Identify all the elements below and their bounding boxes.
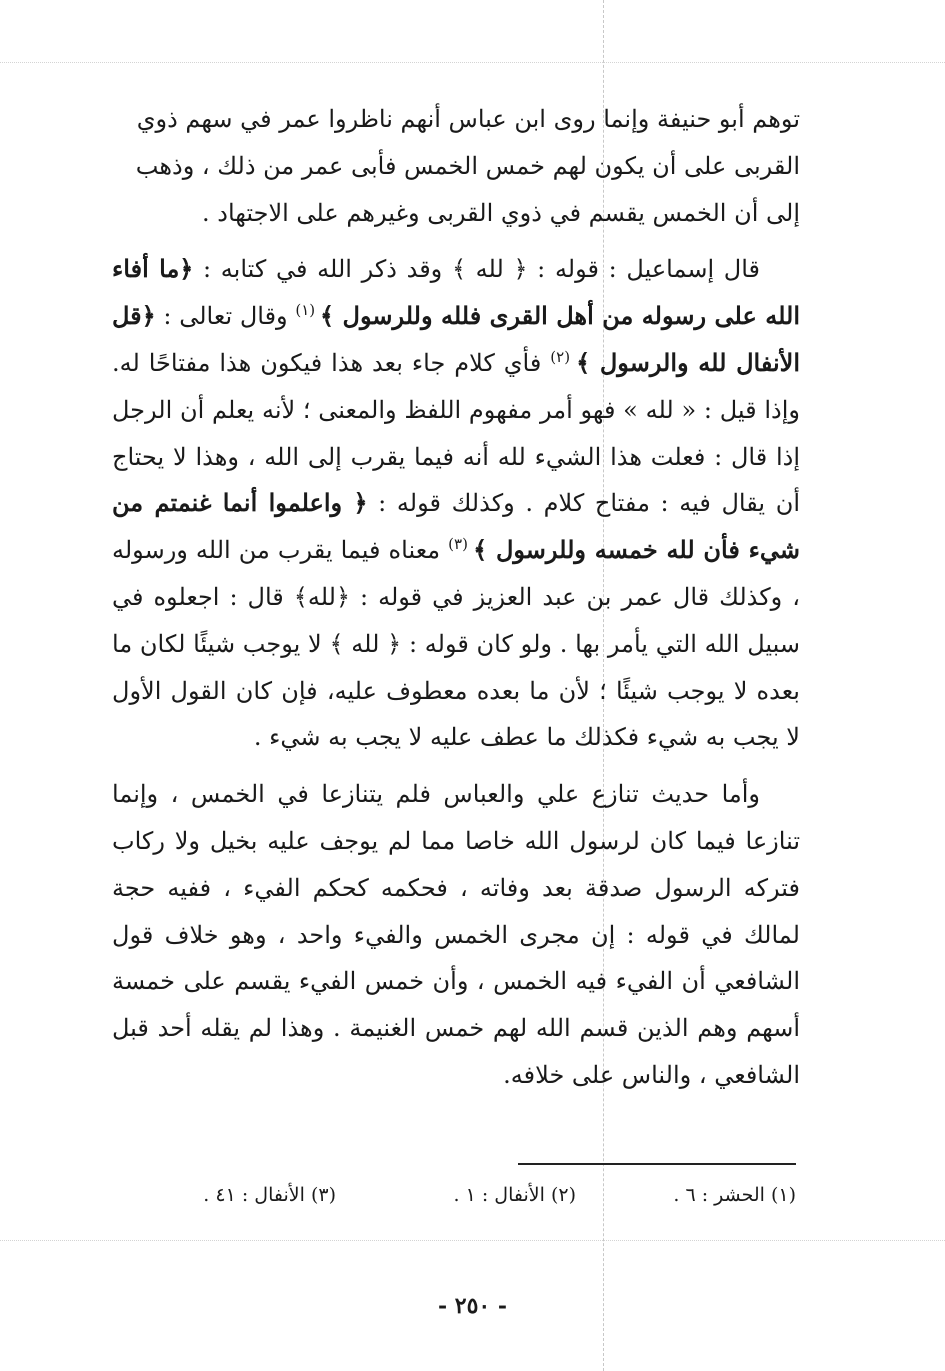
paragraph-1: [112, 96, 800, 236]
footnote-ref: (٣): [448, 535, 474, 554]
scan-guide-line: [0, 62, 945, 63]
quran-verse: ﴿ما أفاء الله على رسوله من أهل القرى فلله وللرسول ﴾: [112, 254, 800, 331]
footnote-ref: (٢): [550, 347, 577, 366]
text-segment: معناه فيما يقرب من الله ورسوله ، وكذلك قال عمر بن عبد العزيز في قوله : ﴿لله﴾ قال : اجعلوه في سبيل الله التي يأمر بها . ولو كان قوله : ﴿ لله ﴾ لا يوجب شيئًا لكان ما بعده لا يوجب شيئًا ؛ لأن ما بعده معطوف عليه، فإن كان القول الأول لا يجب به شيء فكذلك ما عطف عليه لا يجب به شيء .: [112, 536, 800, 752]
footnote-ref: (١): [295, 301, 321, 320]
text-segment: وأما حديث تنازع علي والعباس فلم يتنازعا في الخمس ، وإنما تنازعا فيما كان لرسول الله خاصا مما لم يوجف عليه بخيل ولا ركاب فتركه الرسول صدقة بعد وفاته ، فحكمه كحكم الفيء ، ففيه حجة لمالك في قوله : إن مجرى الخمس والفيء واحد ، وهو خلاف قول الشافعي أن الفيء فيه الخمس ، وأن خمس الفيء يقسم على خمسة أسهم وهم الذين قسم الله لهم خمس الغنيمة . وهذا لم يقله أحد قبل الشافعي ، والناس على خلافه.: [112, 780, 801, 1089]
text-segment: قال إسماعيل : قوله : ﴿ لله ﴾ وقد ذكر الله في كتابه :: [193, 255, 761, 284]
footnote-1: (١) الحشر : ٦ .: [673, 1184, 796, 1206]
text-line: توهم أبو حنيفة وإنما روى ابن عباس أنهم ناظروا عمر في سهم ذوي: [136, 105, 800, 133]
text-segment: وقال تعالى :: [155, 302, 296, 331]
quran-verse: ﴿قل الأنفال لله والرسول ﴾: [112, 301, 801, 377]
page-body: [112, 96, 800, 1099]
paragraph-3: [112, 771, 800, 1099]
footnote-3: (٣) الأنفال : ٤١ .: [203, 1184, 336, 1206]
footnote-separator: [518, 1163, 796, 1165]
text-line: القربى على أن يكون لهم خمس الخمس فأبى عمر من ذلك ، وذهب: [135, 151, 800, 180]
quran-verse: ﴿ واعلموا أنما غنمتم من شيء فأن لله خمسه وللرسول ﴾: [112, 488, 801, 565]
footnotes: [150, 1184, 796, 1214]
footnote-2: (٢) الأنفال : ١ .: [453, 1184, 576, 1206]
scan-guide-line: [0, 1240, 945, 1241]
text-line: إلى أن الخمس يقسم في ذوي القربى وغيرهم على الاجتهاد .: [202, 198, 800, 227]
paragraph-2: [112, 246, 800, 761]
page-number: - ٢٥٠ -: [437, 1293, 508, 1319]
text-segment: فأي كلام جاء بعد هذا فيكون هذا مفتاحًا له. وإذا قيل : « لله » فهو أمر مفهوم اللفظ والمعنى ؛ لأنه يعلم أن الرجل إذا قال : فعلت هذا الشيء لله أنه فيما يقرب إلى الله ، وهذا لا يحتاج أن يقال فيه : مفتاح كلام . وكذلك قوله :: [112, 348, 800, 518]
